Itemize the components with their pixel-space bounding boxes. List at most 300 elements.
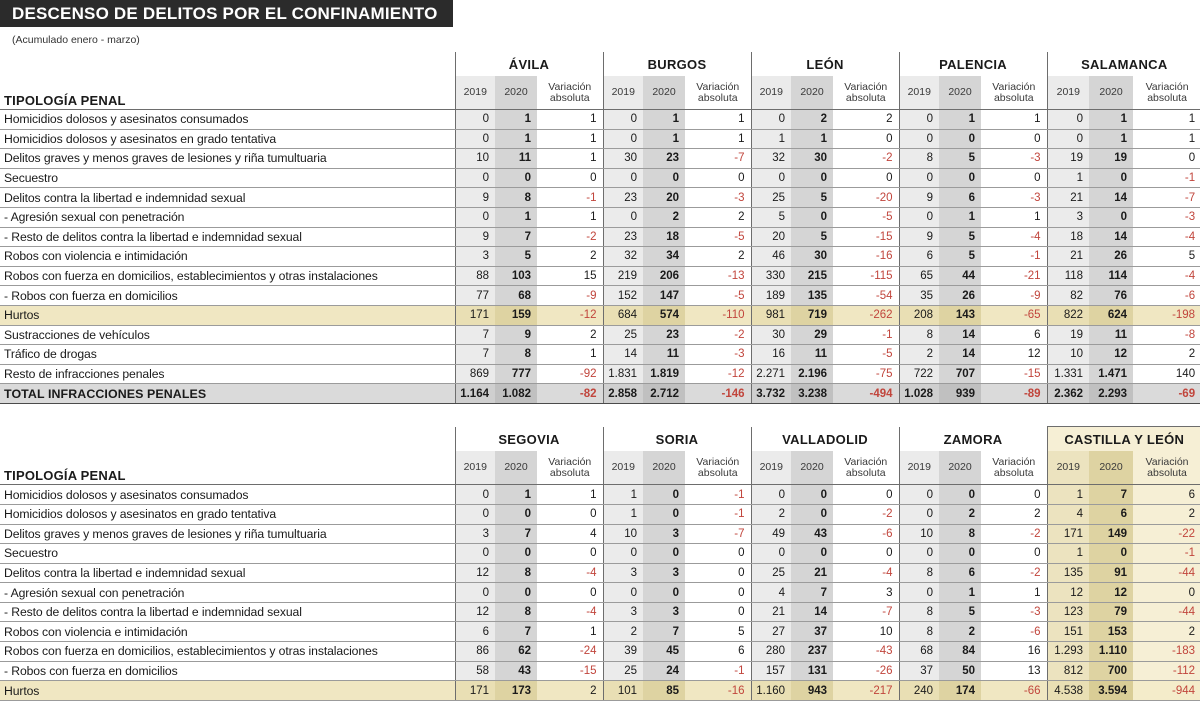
cell-2020: 21 bbox=[791, 563, 833, 583]
header-2019-ávila: 2019 bbox=[455, 76, 495, 110]
cell-variacion: 0 bbox=[1133, 149, 1200, 169]
cell-2019: 23 bbox=[603, 227, 643, 247]
cell-2020: 6 bbox=[939, 563, 981, 583]
cell-variacion: -262 bbox=[833, 305, 899, 325]
cell-2019: 32 bbox=[751, 149, 791, 169]
cell-2019: 30 bbox=[751, 325, 791, 345]
cell-variacion: -146 bbox=[685, 384, 751, 404]
cell-2019: 2.362 bbox=[1047, 384, 1089, 404]
cell-2019: 0 bbox=[603, 207, 643, 227]
cell-2020: 12 bbox=[1089, 583, 1133, 603]
cell-2020: 174 bbox=[939, 681, 981, 701]
cell-2020: 2 bbox=[939, 504, 981, 524]
row-label: Secuestro bbox=[0, 168, 455, 188]
row-label: TOTAL INFRACCIONES PENALES bbox=[0, 384, 455, 404]
cell-2020: 0 bbox=[939, 485, 981, 505]
header-variacion-palencia: Variación absoluta bbox=[981, 76, 1047, 110]
cell-2019: 157 bbox=[751, 661, 791, 681]
province-title-valladolid: VALLADOLID bbox=[751, 427, 899, 452]
cell-2019: 0 bbox=[899, 129, 939, 149]
cell-2020: 0 bbox=[495, 583, 537, 603]
cell-2019: 1 bbox=[1047, 485, 1089, 505]
cell-2019: 49 bbox=[751, 524, 791, 544]
cell-variacion: 2 bbox=[537, 247, 603, 267]
cell-variacion: 6 bbox=[981, 325, 1047, 345]
cell-2020: 19 bbox=[1089, 149, 1133, 169]
cell-variacion: -4 bbox=[1133, 227, 1200, 247]
header-2020-salamanca: 2020 bbox=[1089, 76, 1133, 110]
cell-2019: 0 bbox=[603, 544, 643, 564]
province-header-spacer bbox=[0, 427, 455, 452]
row-label: - Resto de delitos contra la libertad e indemnidad sexual bbox=[0, 602, 455, 622]
cell-2020: 574 bbox=[643, 305, 685, 325]
cell-2019: 1.164 bbox=[455, 384, 495, 404]
cell-2019: 2 bbox=[899, 345, 939, 365]
cell-2019: 21 bbox=[751, 602, 791, 622]
row-label: Tráfico de drogas bbox=[0, 345, 455, 365]
cell-variacion: -2 bbox=[833, 504, 899, 524]
cell-2020: 7 bbox=[495, 524, 537, 544]
cell-2019: 1.293 bbox=[1047, 642, 1089, 662]
cell-2020: 153 bbox=[1089, 622, 1133, 642]
cell-2019: 684 bbox=[603, 305, 643, 325]
cell-variacion: -15 bbox=[537, 661, 603, 681]
cell-2020: 24 bbox=[643, 661, 685, 681]
cell-variacion: 0 bbox=[981, 129, 1047, 149]
cell-2019: 3 bbox=[455, 247, 495, 267]
cell-variacion: -43 bbox=[833, 642, 899, 662]
cell-variacion: 0 bbox=[685, 602, 751, 622]
header-variacion-ávila: Variación absoluta bbox=[537, 76, 603, 110]
cell-2019: 0 bbox=[455, 129, 495, 149]
row-label: Hurtos bbox=[0, 305, 455, 325]
cell-2020: 5 bbox=[791, 188, 833, 208]
cell-2019: 2.858 bbox=[603, 384, 643, 404]
cell-2019: 16 bbox=[751, 345, 791, 365]
cell-variacion: 2 bbox=[1133, 504, 1200, 524]
cell-variacion: 12 bbox=[981, 345, 1047, 365]
table-row bbox=[0, 345, 1200, 365]
cell-2019: 0 bbox=[455, 485, 495, 505]
cell-variacion: -198 bbox=[1133, 305, 1200, 325]
cell-2020: 2 bbox=[939, 622, 981, 642]
cell-2019: 18 bbox=[1047, 227, 1089, 247]
cell-2020: 14 bbox=[1089, 188, 1133, 208]
cell-2020: 23 bbox=[643, 325, 685, 345]
cell-2019: 2.271 bbox=[751, 364, 791, 384]
cell-2019: 1.831 bbox=[603, 364, 643, 384]
cell-variacion: 1 bbox=[537, 207, 603, 227]
row-label: Delitos graves y menos graves de lesiones y riña tumultuaria bbox=[0, 524, 455, 544]
cell-variacion: -944 bbox=[1133, 681, 1200, 701]
cell-2019: 0 bbox=[603, 168, 643, 188]
cell-2019: 1 bbox=[603, 504, 643, 524]
cell-2019: 14 bbox=[603, 345, 643, 365]
cell-2019: 0 bbox=[455, 544, 495, 564]
cell-2020: 3 bbox=[643, 602, 685, 622]
cell-variacion: 6 bbox=[685, 642, 751, 662]
cell-variacion: -4 bbox=[833, 563, 899, 583]
cell-2020: 0 bbox=[939, 129, 981, 149]
cell-variacion: 1 bbox=[685, 110, 751, 130]
cell-variacion: -13 bbox=[685, 266, 751, 286]
cell-variacion: 0 bbox=[537, 168, 603, 188]
row-label: Robos con violencia e intimidación bbox=[0, 247, 455, 267]
cell-variacion: 0 bbox=[537, 583, 603, 603]
cell-2019: 4 bbox=[1047, 504, 1089, 524]
cell-variacion: -4 bbox=[1133, 266, 1200, 286]
table-row bbox=[0, 110, 1200, 130]
cell-variacion: 16 bbox=[981, 642, 1047, 662]
cell-2019: 0 bbox=[1047, 129, 1089, 149]
cell-variacion: -7 bbox=[685, 149, 751, 169]
page-title: DESCENSO DE DELITOS POR EL CONFINAMIENTO bbox=[0, 0, 453, 27]
cell-2019: 0 bbox=[899, 110, 939, 130]
header-2019-palencia: 2019 bbox=[899, 76, 939, 110]
cell-variacion: 1 bbox=[537, 129, 603, 149]
cell-2020: 1 bbox=[495, 110, 537, 130]
cell-variacion: 1 bbox=[1133, 129, 1200, 149]
cell-2019: 9 bbox=[455, 188, 495, 208]
cell-2019: 19 bbox=[1047, 325, 1089, 345]
cell-variacion: -494 bbox=[833, 384, 899, 404]
cell-variacion: 0 bbox=[685, 563, 751, 583]
cell-variacion: 13 bbox=[981, 661, 1047, 681]
cell-variacion: -7 bbox=[685, 524, 751, 544]
cell-2020: 1 bbox=[643, 129, 685, 149]
cell-2020: 1 bbox=[643, 110, 685, 130]
cell-2019: 3 bbox=[1047, 207, 1089, 227]
cell-2019: 23 bbox=[603, 188, 643, 208]
cell-2019: 822 bbox=[1047, 305, 1089, 325]
cell-variacion: -115 bbox=[833, 266, 899, 286]
table-row bbox=[0, 384, 1200, 404]
cell-variacion: -5 bbox=[833, 345, 899, 365]
cell-2019: 152 bbox=[603, 286, 643, 306]
cell-2019: 981 bbox=[751, 305, 791, 325]
cell-2020: 103 bbox=[495, 266, 537, 286]
cell-2019: 189 bbox=[751, 286, 791, 306]
cell-2020: 0 bbox=[495, 544, 537, 564]
cell-variacion: 0 bbox=[685, 544, 751, 564]
cell-2020: 43 bbox=[495, 661, 537, 681]
cell-variacion: 1 bbox=[537, 345, 603, 365]
cell-2020: 3 bbox=[643, 563, 685, 583]
cell-2020: 7 bbox=[495, 227, 537, 247]
cell-2019: 25 bbox=[603, 661, 643, 681]
cell-2019: 0 bbox=[899, 504, 939, 524]
cell-2019: 240 bbox=[899, 681, 939, 701]
table-row bbox=[0, 129, 1200, 149]
table-row bbox=[0, 583, 1200, 603]
cell-variacion: 2 bbox=[1133, 345, 1200, 365]
table-row bbox=[0, 227, 1200, 247]
cell-variacion: 0 bbox=[1133, 583, 1200, 603]
cell-2019: 1 bbox=[603, 485, 643, 505]
cell-2020: 11 bbox=[1089, 325, 1133, 345]
cell-2020: 8 bbox=[495, 188, 537, 208]
cell-2019: 68 bbox=[899, 642, 939, 662]
province-header-spacer bbox=[0, 52, 455, 76]
cell-2019: 0 bbox=[751, 544, 791, 564]
table-row bbox=[0, 325, 1200, 345]
cell-variacion: 1 bbox=[537, 110, 603, 130]
table-row bbox=[0, 661, 1200, 681]
cell-2019: 1 bbox=[751, 129, 791, 149]
cell-2019: 1.160 bbox=[751, 681, 791, 701]
header-2020-burgos: 2020 bbox=[643, 76, 685, 110]
cell-variacion: -1 bbox=[685, 661, 751, 681]
header-2019-castilla-y-león: 2019 bbox=[1047, 451, 1089, 485]
cell-2020: 0 bbox=[791, 485, 833, 505]
cell-variacion: -110 bbox=[685, 305, 751, 325]
header-2020-zamora: 2020 bbox=[939, 451, 981, 485]
table-row bbox=[0, 504, 1200, 524]
cell-2019: 65 bbox=[899, 266, 939, 286]
cell-2020: 1.082 bbox=[495, 384, 537, 404]
cell-2019: 812 bbox=[1047, 661, 1089, 681]
cell-2020: 68 bbox=[495, 286, 537, 306]
cell-variacion: -8 bbox=[1133, 325, 1200, 345]
header-2020-ávila: 2020 bbox=[495, 76, 537, 110]
cell-2020: 1 bbox=[1089, 110, 1133, 130]
row-label: - Robos con fuerza en domicilios bbox=[0, 661, 455, 681]
cell-2020: 114 bbox=[1089, 266, 1133, 286]
row-label: Robos con fuerza en domicilios, establecimientos y otras instalaciones bbox=[0, 266, 455, 286]
cell-variacion: -5 bbox=[685, 286, 751, 306]
cell-2020: 1 bbox=[939, 583, 981, 603]
cell-2019: 722 bbox=[899, 364, 939, 384]
cell-2020: 0 bbox=[791, 168, 833, 188]
row-label: Resto de infracciones penales bbox=[0, 364, 455, 384]
cell-variacion: -4 bbox=[981, 227, 1047, 247]
table-row bbox=[0, 524, 1200, 544]
cell-variacion: -69 bbox=[1133, 384, 1200, 404]
cell-2019: 25 bbox=[751, 563, 791, 583]
cell-variacion: 15 bbox=[537, 266, 603, 286]
cell-variacion: -3 bbox=[981, 149, 1047, 169]
cell-2020: 719 bbox=[791, 305, 833, 325]
cell-2019: 8 bbox=[899, 563, 939, 583]
header-2020-león: 2020 bbox=[791, 76, 833, 110]
cell-2020: 1 bbox=[939, 207, 981, 227]
row-label: - Resto de delitos contra la libertad e indemnidad sexual bbox=[0, 227, 455, 247]
province-header-row bbox=[0, 52, 1200, 76]
cell-2019: 171 bbox=[455, 681, 495, 701]
province-title-zamora: ZAMORA bbox=[899, 427, 1047, 452]
cell-variacion: -20 bbox=[833, 188, 899, 208]
cell-variacion: 2 bbox=[685, 247, 751, 267]
row-label: - Agresión sexual con penetración bbox=[0, 207, 455, 227]
cell-2020: 91 bbox=[1089, 563, 1133, 583]
table-row bbox=[0, 207, 1200, 227]
cell-2020: 1 bbox=[495, 485, 537, 505]
cell-2020: 173 bbox=[495, 681, 537, 701]
cell-2020: 143 bbox=[939, 305, 981, 325]
cell-2020: 45 bbox=[643, 642, 685, 662]
cell-2020: 943 bbox=[791, 681, 833, 701]
row-label: Delitos contra la libertad e indemnidad sexual bbox=[0, 188, 455, 208]
cell-2019: 19 bbox=[1047, 149, 1089, 169]
header-2020-valladolid: 2020 bbox=[791, 451, 833, 485]
cell-variacion: -89 bbox=[981, 384, 1047, 404]
header-variacion-león: Variación absoluta bbox=[833, 76, 899, 110]
header-2019-zamora: 2019 bbox=[899, 451, 939, 485]
cell-2020: 76 bbox=[1089, 286, 1133, 306]
cell-variacion: 0 bbox=[833, 485, 899, 505]
cell-variacion: 1 bbox=[537, 485, 603, 505]
cell-2020: 147 bbox=[643, 286, 685, 306]
cell-variacion: -6 bbox=[1133, 286, 1200, 306]
cell-2020: 62 bbox=[495, 642, 537, 662]
cell-2020: 23 bbox=[643, 149, 685, 169]
cell-2020: 37 bbox=[791, 622, 833, 642]
cell-2019: 208 bbox=[899, 305, 939, 325]
cell-variacion: -82 bbox=[537, 384, 603, 404]
cell-2020: 29 bbox=[791, 325, 833, 345]
cell-variacion: -2 bbox=[685, 325, 751, 345]
row-label: - Agresión sexual con penetración bbox=[0, 583, 455, 603]
cell-2019: 2 bbox=[603, 622, 643, 642]
cell-2019: 4.538 bbox=[1047, 681, 1089, 701]
cell-2019: 10 bbox=[899, 524, 939, 544]
cell-2019: 12 bbox=[455, 602, 495, 622]
province-title-soria: SORIA bbox=[603, 427, 751, 452]
cell-2020: 11 bbox=[643, 345, 685, 365]
cell-variacion: 1 bbox=[537, 149, 603, 169]
cell-variacion: 0 bbox=[981, 485, 1047, 505]
cell-2020: 135 bbox=[791, 286, 833, 306]
cell-variacion: 0 bbox=[981, 544, 1047, 564]
cell-variacion: 2 bbox=[833, 110, 899, 130]
crime-table-bottom bbox=[0, 426, 1200, 701]
row-label: Secuestro bbox=[0, 544, 455, 564]
cell-2019: 118 bbox=[1047, 266, 1089, 286]
cell-2019: 82 bbox=[1047, 286, 1089, 306]
cell-2020: 2.293 bbox=[1089, 384, 1133, 404]
cell-2020: 5 bbox=[939, 602, 981, 622]
cell-2020: 0 bbox=[1089, 168, 1133, 188]
cell-variacion: 0 bbox=[685, 583, 751, 603]
row-label: - Robos con fuerza en domicilios bbox=[0, 286, 455, 306]
cell-2019: 0 bbox=[899, 207, 939, 227]
cell-variacion: 1 bbox=[981, 110, 1047, 130]
cell-2020: 624 bbox=[1089, 305, 1133, 325]
cell-2019: 280 bbox=[751, 642, 791, 662]
cell-variacion: -3 bbox=[685, 188, 751, 208]
cell-2020: 34 bbox=[643, 247, 685, 267]
cell-2020: 0 bbox=[791, 504, 833, 524]
cell-variacion: -3 bbox=[981, 188, 1047, 208]
cell-variacion: 2 bbox=[685, 207, 751, 227]
cell-variacion: -24 bbox=[537, 642, 603, 662]
cell-2020: 7 bbox=[643, 622, 685, 642]
cell-2019: 0 bbox=[455, 110, 495, 130]
cell-variacion: 2 bbox=[537, 325, 603, 345]
cell-2020: 0 bbox=[939, 168, 981, 188]
cell-variacion: 0 bbox=[537, 504, 603, 524]
cell-2020: 85 bbox=[643, 681, 685, 701]
cell-2019: 0 bbox=[899, 485, 939, 505]
province-title-palencia: PALENCIA bbox=[899, 52, 1047, 76]
cell-2020: 2 bbox=[791, 110, 833, 130]
cell-2020: 12 bbox=[1089, 345, 1133, 365]
cell-2020: 1 bbox=[495, 129, 537, 149]
cell-2020: 1 bbox=[495, 207, 537, 227]
cell-variacion: -9 bbox=[537, 286, 603, 306]
row-label: Robos con fuerza en domicilios, establecimientos y otras instalaciones bbox=[0, 642, 455, 662]
cell-variacion: -3 bbox=[1133, 207, 1200, 227]
cell-2019: 88 bbox=[455, 266, 495, 286]
cell-variacion: 3 bbox=[833, 583, 899, 603]
cell-2019: 0 bbox=[603, 583, 643, 603]
table-row bbox=[0, 563, 1200, 583]
cell-2020: 1.819 bbox=[643, 364, 685, 384]
cell-variacion: -1 bbox=[537, 188, 603, 208]
header-2019-burgos: 2019 bbox=[603, 76, 643, 110]
header-2020-soria: 2020 bbox=[643, 451, 685, 485]
cell-2020: 11 bbox=[495, 149, 537, 169]
cell-2020: 26 bbox=[939, 286, 981, 306]
cell-variacion: 1 bbox=[1133, 110, 1200, 130]
table-row bbox=[0, 266, 1200, 286]
crime-table-top bbox=[0, 52, 1200, 404]
cell-2020: 0 bbox=[495, 168, 537, 188]
cell-2020: 11 bbox=[791, 345, 833, 365]
cell-variacion: -1 bbox=[685, 485, 751, 505]
cell-2020: 7 bbox=[791, 583, 833, 603]
cell-2020: 0 bbox=[791, 207, 833, 227]
cell-2020: 149 bbox=[1089, 524, 1133, 544]
cell-2019: 21 bbox=[1047, 247, 1089, 267]
cell-2020: 939 bbox=[939, 384, 981, 404]
cell-variacion: 0 bbox=[685, 168, 751, 188]
cell-2019: 7 bbox=[455, 345, 495, 365]
cell-2019: 135 bbox=[1047, 563, 1089, 583]
cell-2020: 43 bbox=[791, 524, 833, 544]
cell-2019: 46 bbox=[751, 247, 791, 267]
cell-2019: 8 bbox=[899, 622, 939, 642]
row-label: Robos con violencia e intimidación bbox=[0, 622, 455, 642]
cell-2020: 700 bbox=[1089, 661, 1133, 681]
cell-2019: 20 bbox=[751, 227, 791, 247]
cell-variacion: 1 bbox=[981, 583, 1047, 603]
cell-variacion: 2 bbox=[981, 504, 1047, 524]
header-variacion-castilla-y-león: Variación absoluta bbox=[1133, 451, 1200, 485]
cell-2020: 6 bbox=[1089, 504, 1133, 524]
typology-column-header: TIPOLOGÍA PENAL bbox=[0, 76, 455, 110]
cell-2020: 0 bbox=[643, 485, 685, 505]
cell-2019: 0 bbox=[455, 504, 495, 524]
cell-2020: 0 bbox=[643, 168, 685, 188]
cell-2020: 1 bbox=[1089, 129, 1133, 149]
cell-2019: 0 bbox=[603, 110, 643, 130]
cell-2019: 32 bbox=[603, 247, 643, 267]
table-row bbox=[0, 681, 1200, 701]
province-title-castilla-y-león: CASTILLA Y LEÓN bbox=[1047, 427, 1200, 452]
cell-2019: 8 bbox=[899, 149, 939, 169]
table-row bbox=[0, 622, 1200, 642]
column-header-row bbox=[0, 76, 1200, 110]
cell-2019: 37 bbox=[899, 661, 939, 681]
cell-2019: 39 bbox=[603, 642, 643, 662]
header-variacion-soria: Variación absoluta bbox=[685, 451, 751, 485]
cell-2020: 7 bbox=[1089, 485, 1133, 505]
cell-2020: 26 bbox=[1089, 247, 1133, 267]
cell-2019: 27 bbox=[751, 622, 791, 642]
cell-2020: 5 bbox=[939, 247, 981, 267]
cell-variacion: -44 bbox=[1133, 602, 1200, 622]
